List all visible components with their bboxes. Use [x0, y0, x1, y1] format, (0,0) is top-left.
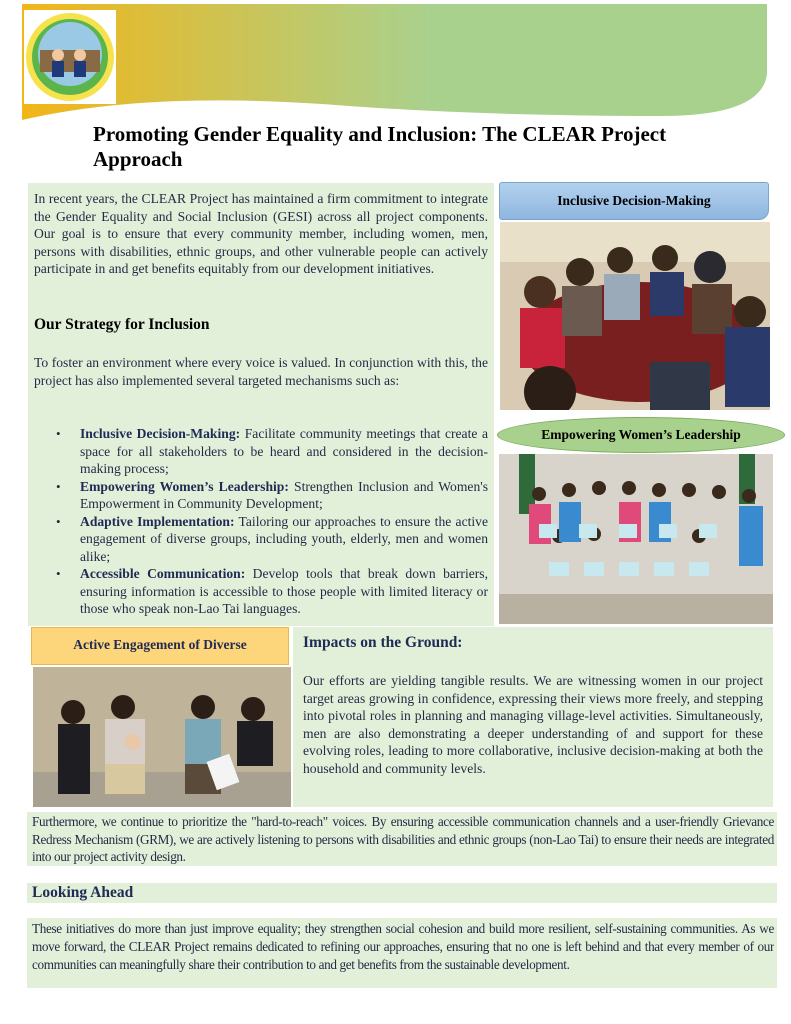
logo-emblem-icon: [24, 10, 116, 104]
looking-ahead-heading-bar: [27, 883, 777, 903]
inclusive-decision-making-label: Inclusive Decision-Making: [499, 182, 769, 220]
looking-ahead-heading: Looking Ahead: [32, 884, 134, 901]
bullet-icon: •: [56, 513, 61, 529]
list-item-text: Facilitate community meetings that create a space for all stakeholders to be heard and considered in the decision-making process;: [80, 426, 488, 476]
list-item-text: Develop tools that break down barriers, ensuring information is accessible to those people with limited literacy or those who speak non-Lao Tai languages.: [80, 566, 488, 616]
header-banner: [22, 4, 772, 120]
list-item-title: Accessible Communication:: [80, 566, 246, 581]
intro-paragraph: In recent years, the CLEAR Project has maintained a firm commitment to integrate the Gender Equality and Social Inclusion (GESI) across all project components. Our goal is to ensure that every community member, including women, men, persons with disabilities, ethnic groups, and other vulnerable people can actively participate in and get benefits equitably from our development initiatives.: [34, 191, 488, 276]
photo-meeting: [500, 222, 770, 410]
bullet-icon: •: [56, 426, 61, 441]
photo-group-certificates: [499, 454, 773, 624]
bullet-icon: •: [56, 566, 61, 581]
project-logo: [24, 10, 116, 104]
list-item-text: Strengthen Inclusion and Women's Empowerment in Community Development;: [80, 478, 488, 511]
closing-paragraph: These initiatives do more than just improve equality; they strengthen social cohesion and build more resilient, self-sustaining communities. As we move forward, the CLEAR Project remains dedicated to refining our approaches, ensuring that no one is left behind and that every member of our communities can meaningfully share their contribution to and get benefits from the sustainable development.: [32, 921, 774, 972]
photo-youth-group: [33, 667, 291, 807]
list-item-title: Adaptive Implementation:: [80, 513, 235, 529]
list-item: [54, 425, 488, 478]
page-title: Promoting Gender Equality and Inclusion: The CLEAR Project Approach: [93, 122, 667, 171]
list-item: [54, 513, 488, 566]
strategy-paragraph: To foster an environment where every voice is valued. In conjunction with this, the project has also implemented several targeted mechanisms such as:: [34, 355, 488, 388]
list-item-text: Tailoring our approaches to ensure the active engagement of diverse groups, including youth, elderly, men and women alike;: [80, 513, 488, 564]
list-item-title: Inclusive Decision-Making:: [80, 426, 241, 441]
empowering-womens-leadership-label: Empowering Women’s Leadership: [497, 417, 785, 453]
impacts-heading: Impacts on the Ground:: [303, 634, 463, 651]
list-item-title: Empowering Women’s Leadership:: [80, 478, 289, 494]
list-item: [54, 565, 488, 618]
strategy-list: [54, 425, 488, 618]
list-item: [54, 478, 488, 513]
active-engagement-label: Active Engagement of Diverse: [31, 627, 289, 665]
impacts-paragraph: Our efforts are yielding tangible results. We are witnessing women in our project target areas growing in confidence, expressing their views more freely, and stepping into pivotal roles in planning and managing village-level activities. Simultaneously, men are also demonstrating a deeper understanding of and support for these evolving roles, leading to more collaborative, inclusive decision-making at both the household and community levels.: [303, 673, 763, 776]
further-paragraph: Furthermore, we continue to prioritize the "hard-to-reach" voices. By ensuring accessible communication channels and a user-friendly Grievance Redress Mechanism (GRM), we are actively listening to persons with disabilities and ethnic groups (non-Lao Tai) to ensure their needs are integrated into our project activity design.: [32, 814, 774, 864]
bullet-icon: •: [56, 478, 61, 494]
strategy-heading: Our Strategy for Inclusion: [34, 316, 210, 333]
